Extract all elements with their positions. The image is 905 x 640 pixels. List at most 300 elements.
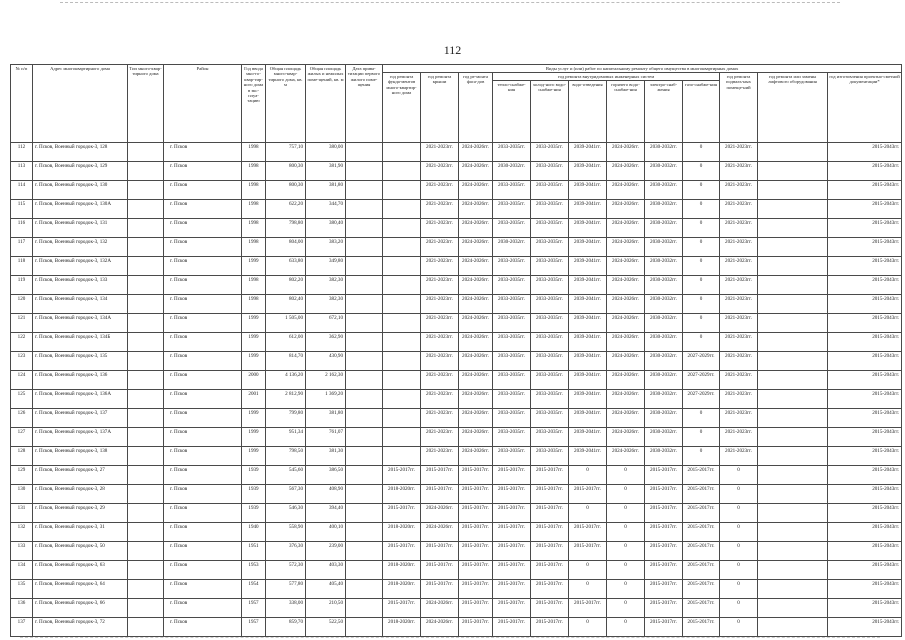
row-gas-year: 0 (683, 314, 720, 333)
row-number: 114 (11, 181, 33, 200)
row-facade-year: 2024-2026гг. (459, 276, 493, 295)
row-priv-date (346, 542, 383, 561)
row-design-year: 2015-2043гг. (828, 485, 902, 504)
row-year: 2001 (242, 390, 266, 409)
row-number: 121 (11, 314, 33, 333)
row-drain-year: 0 (569, 466, 607, 485)
table-row (11, 181, 902, 200)
row-priv-date (346, 580, 383, 599)
row-lift-year (758, 523, 828, 542)
row-elec-year: 2015-2017гг. (645, 599, 683, 618)
row-year: 1998 (242, 200, 266, 219)
row-year: 1998 (242, 276, 266, 295)
row-drain-year: 0 (569, 618, 607, 637)
row-total-area: 859,70 (266, 618, 306, 637)
row-district: г. Псков (164, 466, 242, 485)
row-total-area: 1 505,00 (266, 314, 306, 333)
row-address: г. Псков, Военный городок-3, 136 (33, 371, 128, 390)
row-heat-year: 2033-2035гг. (493, 257, 531, 276)
row-number: 133 (11, 542, 33, 561)
header-address: Адрес многоквартирного дома (33, 65, 128, 143)
row-gas-year: 0 (683, 428, 720, 447)
row-priv-date (346, 561, 383, 580)
row-elec-year: 2015-2017гг. (645, 485, 683, 504)
row-fund-year: 2015-2017гг. (383, 504, 421, 523)
row-district: г. Псков (164, 561, 242, 580)
row-cold-year: 2015-2017гг. (531, 561, 569, 580)
row-roof-year: 2015-2017гг. (421, 485, 459, 504)
row-fund-year: 2018-2020гг. (383, 561, 421, 580)
row-elec-year: 2030-2032гг. (645, 352, 683, 371)
row-district: г. Псков (164, 219, 242, 238)
row-heat-year: 2033-2035гг. (493, 409, 531, 428)
row-drain-year: 2039-2041гг. (569, 238, 607, 257)
row-elec-year: 2030-2032гг. (645, 238, 683, 257)
row-district: г. Псков (164, 428, 242, 447)
row-cold-year: 2015-2017гг. (531, 523, 569, 542)
row-heat-year: 2015-2017гг. (493, 523, 531, 542)
row-cold-year: 2033-2035гг. (531, 276, 569, 295)
row-basement-year: 0 (720, 485, 758, 504)
row-elec-year: 2030-2032гг. (645, 314, 683, 333)
row-fund-year (383, 200, 421, 219)
row-design-year: 2015-2043гг. (828, 276, 902, 295)
row-lift-year (758, 314, 828, 333)
row-total-area: 572,30 (266, 561, 306, 580)
row-elec-year: 2030-2032гг. (645, 200, 683, 219)
header-num: № п/п (11, 65, 33, 143)
row-address: г. Псков, Военный городок-3, 72 (33, 618, 128, 637)
row-priv-date (346, 181, 383, 200)
row-elec-year: 2030-2032гг. (645, 371, 683, 390)
row-gas-year: 0 (683, 200, 720, 219)
row-address: г. Псков, Военный городок-3, 136А (33, 390, 128, 409)
row-address: г. Псков, Военный городок-3, 64 (33, 580, 128, 599)
row-district: г. Псков (164, 200, 242, 219)
row-priv-date (346, 276, 383, 295)
row-type (128, 390, 164, 409)
row-total-area: 546,30 (266, 504, 306, 523)
row-facade-year: 2015-2017гг. (459, 485, 493, 504)
row-gas-year: 0 (683, 333, 720, 352)
row-facade-year: 2024-2026гг. (459, 447, 493, 466)
row-design-year: 2015-2043гг. (828, 580, 902, 599)
row-lift-year (758, 390, 828, 409)
row-drain-year: 0 (569, 504, 607, 523)
row-heat-year: 2015-2017гг. (493, 599, 531, 618)
row-heat-year: 2015-2017гг. (493, 561, 531, 580)
row-roof-year: 2021-2023гг. (421, 257, 459, 276)
row-design-year: 2015-2043гг. (828, 181, 902, 200)
row-fund-year (383, 295, 421, 314)
table-row (11, 523, 902, 542)
row-gas-year: 0 (683, 447, 720, 466)
row-heat-year: 2033-2035гг. (493, 390, 531, 409)
row-living-area: 408,90 (306, 485, 346, 504)
row-heat-year: 2033-2035гг. (493, 447, 531, 466)
row-hot-year: 0 (607, 561, 645, 580)
row-cold-year: 2033-2035гг. (531, 143, 569, 162)
row-design-year: 2015-2043гг. (828, 238, 902, 257)
row-facade-year: 2015-2017гг. (459, 599, 493, 618)
row-basement-year: 0 (720, 523, 758, 542)
row-fund-year (383, 181, 421, 200)
row-fund-year (383, 352, 421, 371)
row-basement-year: 2021-2023гг. (720, 181, 758, 200)
row-address: г. Псков, Военный городок-3, 128 (33, 143, 128, 162)
row-living-area: 403,30 (306, 561, 346, 580)
row-type (128, 295, 164, 314)
row-district: г. Псков (164, 276, 242, 295)
row-living-area: 761,07 (306, 428, 346, 447)
row-address: г. Псков, Военный городок-3, 134А (33, 314, 128, 333)
row-living-area: 2 162,30 (306, 371, 346, 390)
row-heat-year: 2033-2035гг. (493, 333, 531, 352)
row-number: 119 (11, 276, 33, 295)
row-type (128, 466, 164, 485)
row-district: г. Псков (164, 352, 242, 371)
row-lift-year (758, 238, 828, 257)
row-total-area: 814,70 (266, 352, 306, 371)
row-year: 1998 (242, 181, 266, 200)
row-facade-year: 2024-2026гг. (459, 143, 493, 162)
row-address: г. Псков, Военный городок-3, 63 (33, 561, 128, 580)
row-type (128, 219, 164, 238)
row-lift-year (758, 181, 828, 200)
row-basement-year: 2021-2023гг. (720, 428, 758, 447)
row-address: г. Псков, Военный городок-3, 131 (33, 219, 128, 238)
row-roof-year: 2024-2026гг. (421, 618, 459, 637)
row-elec-year: 2030-2032гг. (645, 276, 683, 295)
row-hot-year: 0 (607, 542, 645, 561)
row-fund-year (383, 143, 421, 162)
row-district: г. Псков (164, 333, 242, 352)
row-address: г. Псков, Военный городок-3, 130А (33, 200, 128, 219)
table-row (11, 428, 902, 447)
row-hot-year: 2024-2026гг. (607, 333, 645, 352)
row-living-area: 386,50 (306, 466, 346, 485)
row-fund-year (383, 314, 421, 333)
row-heat-year: 2030-2032гг. (493, 238, 531, 257)
row-roof-year: 2021-2023гг. (421, 352, 459, 371)
row-fund-year (383, 238, 421, 257)
row-number: 134 (11, 561, 33, 580)
row-number: 127 (11, 428, 33, 447)
row-hot-year: 2024-2026гг. (607, 409, 645, 428)
row-cold-year: 2033-2035гг. (531, 352, 569, 371)
row-design-year: 2015-2043гг. (828, 143, 902, 162)
row-total-area: 567,30 (266, 485, 306, 504)
row-basement-year: 2021-2023гг. (720, 219, 758, 238)
row-heat-year: 2033-2035гг. (493, 143, 531, 162)
row-cold-year: 2015-2017гг. (531, 485, 569, 504)
row-facade-year: 2024-2026гг. (459, 200, 493, 219)
row-priv-date (346, 504, 383, 523)
row-total-area: 2 812,90 (266, 390, 306, 409)
row-cold-year: 2033-2035гг. (531, 409, 569, 428)
row-elec-year: 2030-2032гг. (645, 295, 683, 314)
row-total-area: 4 136,20 (266, 371, 306, 390)
row-total-area: 800,30 (266, 181, 306, 200)
table-row (11, 200, 902, 219)
row-basement-year: 0 (720, 599, 758, 618)
row-heat-year: 2033-2035гг. (493, 219, 531, 238)
row-priv-date (346, 447, 383, 466)
row-type (128, 523, 164, 542)
row-design-year: 2015-2043гг. (828, 523, 902, 542)
row-year: 1998 (242, 219, 266, 238)
row-fund-year (383, 219, 421, 238)
row-district: г. Псков (164, 314, 242, 333)
row-fund-year: 2018-2020гг. (383, 523, 421, 542)
row-fund-year (383, 447, 421, 466)
row-cold-year: 2033-2035гг. (531, 162, 569, 181)
header-design: год изготовления проектно-сметной документации* (828, 73, 902, 143)
row-elec-year: 2030-2032гг. (645, 219, 683, 238)
row-priv-date (346, 295, 383, 314)
row-fund-year: 2018-2020гг. (383, 485, 421, 504)
row-design-year: 2015-2043гг. (828, 466, 902, 485)
row-drain-year: 2039-2041гг. (569, 200, 607, 219)
row-priv-date (346, 409, 383, 428)
row-drain-year: 2039-2041гг. (569, 333, 607, 352)
row-elec-year: 2030-2032гг. (645, 257, 683, 276)
row-number: 124 (11, 371, 33, 390)
row-drain-year: 2039-2041гг. (569, 371, 607, 390)
row-total-area: 376,30 (266, 542, 306, 561)
row-total-area: 577,80 (266, 580, 306, 599)
row-fund-year (383, 371, 421, 390)
row-drain-year: 2039-2041гг. (569, 409, 607, 428)
row-number: 120 (11, 295, 33, 314)
row-roof-year: 2015-2017гг. (421, 466, 459, 485)
row-heat-year: 2033-2035гг. (493, 352, 531, 371)
row-fund-year (383, 409, 421, 428)
row-hot-year: 2024-2026гг. (607, 390, 645, 409)
row-cold-year: 2033-2035гг. (531, 200, 569, 219)
row-living-area: 383,20 (306, 238, 346, 257)
row-design-year: 2015-2043гг. (828, 447, 902, 466)
row-number: 128 (11, 447, 33, 466)
row-gas-year: 2027-2029гг. (683, 390, 720, 409)
row-fund-year: 2015-2017гг. (383, 599, 421, 618)
row-design-year: 2015-2043гг. (828, 409, 902, 428)
row-basement-year: 2021-2023гг. (720, 390, 758, 409)
row-district: г. Псков (164, 485, 242, 504)
row-district: г. Псков (164, 238, 242, 257)
row-lift-year (758, 447, 828, 466)
row-lift-year (758, 200, 828, 219)
row-year: 1999 (242, 257, 266, 276)
row-elec-year: 2015-2017гг. (645, 561, 683, 580)
row-facade-year: 2015-2017гг. (459, 561, 493, 580)
row-roof-year: 2021-2023гг. (421, 276, 459, 295)
row-roof-year: 2021-2023гг. (421, 238, 459, 257)
row-address: г. Псков, Военный городок-3, 134Б (33, 333, 128, 352)
row-number: 131 (11, 504, 33, 523)
row-facade-year: 2015-2017гг. (459, 580, 493, 599)
row-design-year: 2015-2043гг. (828, 200, 902, 219)
row-total-area: 800,30 (266, 162, 306, 181)
row-year: 1939 (242, 485, 266, 504)
row-gas-year: 0 (683, 162, 720, 181)
row-priv-date (346, 162, 383, 181)
row-living-area: 239,00 (306, 542, 346, 561)
row-roof-year: 2024-2026гг. (421, 523, 459, 542)
row-basement-year: 0 (720, 466, 758, 485)
row-number: 122 (11, 333, 33, 352)
row-lift-year (758, 333, 828, 352)
row-elec-year: 2015-2017гг. (645, 466, 683, 485)
table-row (11, 295, 902, 314)
row-year: 1999 (242, 447, 266, 466)
row-year: 1957 (242, 618, 266, 637)
row-lift-year (758, 542, 828, 561)
row-lift-year (758, 504, 828, 523)
row-number: 116 (11, 219, 33, 238)
row-roof-year: 2021-2023гг. (421, 181, 459, 200)
row-number: 123 (11, 352, 33, 371)
row-living-area: 382,30 (306, 276, 346, 295)
row-gas-year: 0 (683, 238, 720, 257)
row-year: 1999 (242, 352, 266, 371)
row-type (128, 314, 164, 333)
row-roof-year: 2015-2017гг. (421, 561, 459, 580)
row-type (128, 599, 164, 618)
row-type (128, 428, 164, 447)
row-cold-year: 2015-2017гг. (531, 580, 569, 599)
row-cold-year: 2033-2035гг. (531, 295, 569, 314)
row-fund-year (383, 428, 421, 447)
row-district: г. Псков (164, 447, 242, 466)
table-row (11, 542, 902, 561)
row-living-area: 381,80 (306, 409, 346, 428)
row-facade-year: 2024-2026гг. (459, 181, 493, 200)
header-district: Район (164, 65, 242, 143)
row-fund-year: 2015-2017гг. (383, 466, 421, 485)
row-cold-year: 2033-2035гг. (531, 390, 569, 409)
row-basement-year: 2021-2023гг. (720, 371, 758, 390)
row-address: г. Псков, Военный городок-3, 132 (33, 238, 128, 257)
table-row (11, 390, 902, 409)
row-district: г. Псков (164, 580, 242, 599)
row-year: 1999 (242, 333, 266, 352)
row-year: 1999 (242, 409, 266, 428)
row-gas-year: 2015-2017гг. (683, 618, 720, 637)
row-type (128, 618, 164, 637)
row-gas-year: 2015-2017гг. (683, 580, 720, 599)
row-elec-year: 2030-2032гг. (645, 181, 683, 200)
row-heat-year: 2033-2035гг. (493, 428, 531, 447)
row-drain-year: 2039-2041гг. (569, 314, 607, 333)
table-row (11, 447, 902, 466)
row-number: 126 (11, 409, 33, 428)
row-address: г. Псков, Военный городок-3, 29 (33, 504, 128, 523)
row-facade-year: 2024-2026гг. (459, 162, 493, 181)
row-number: 129 (11, 466, 33, 485)
row-gas-year: 0 (683, 276, 720, 295)
row-gas-year: 0 (683, 181, 720, 200)
row-number: 130 (11, 485, 33, 504)
table-row (11, 618, 902, 637)
row-heat-year: 2030-2032гг. (493, 162, 531, 181)
row-living-area: 381,80 (306, 181, 346, 200)
row-number: 135 (11, 580, 33, 599)
row-priv-date (346, 523, 383, 542)
header-works-group: Виды услуг и (или) работ по капитальному ремонту общего имущества в многоквартирных домах (383, 65, 902, 73)
row-year: 1998 (242, 143, 266, 162)
row-hot-year: 2024-2026гг. (607, 257, 645, 276)
row-year: 1999 (242, 314, 266, 333)
row-basement-year: 0 (720, 504, 758, 523)
header-living-area: Общая площадь жилых и нежилых поме-щений, кв. м (306, 65, 346, 143)
table-row (11, 257, 902, 276)
row-priv-date (346, 352, 383, 371)
row-basement-year: 2021-2023гг. (720, 447, 758, 466)
row-design-year: 2015-2043гг. (828, 390, 902, 409)
row-fund-year: 2015-2017гг. (383, 542, 421, 561)
row-basement-year: 2021-2023гг. (720, 352, 758, 371)
row-lift-year (758, 352, 828, 371)
row-hot-year: 0 (607, 618, 645, 637)
row-facade-year: 2024-2026гг. (459, 295, 493, 314)
row-hot-year: 0 (607, 504, 645, 523)
row-heat-year: 2015-2017гг. (493, 504, 531, 523)
row-hot-year: 0 (607, 580, 645, 599)
row-facade-year: 2024-2026гг. (459, 238, 493, 257)
row-gas-year: 0 (683, 143, 720, 162)
row-priv-date (346, 333, 383, 352)
row-number: 136 (11, 599, 33, 618)
row-roof-year: 2021-2023гг. (421, 143, 459, 162)
row-address: г. Псков, Военный городок-3, 134 (33, 295, 128, 314)
row-year: 1953 (242, 561, 266, 580)
row-lift-year (758, 466, 828, 485)
row-living-area: 394,40 (306, 504, 346, 523)
row-living-area: 1 369,20 (306, 390, 346, 409)
row-design-year: 2015-2043гг. (828, 504, 902, 523)
row-basement-year: 0 (720, 542, 758, 561)
row-cold-year: 2033-2035гг. (531, 333, 569, 352)
row-year: 2000 (242, 371, 266, 390)
row-number: 117 (11, 238, 33, 257)
row-district: г. Псков (164, 504, 242, 523)
row-design-year: 2015-2043гг. (828, 428, 902, 447)
row-roof-year: 2021-2023гг. (421, 219, 459, 238)
table-row (11, 276, 902, 295)
row-type (128, 352, 164, 371)
row-roof-year: 2021-2023гг. (421, 162, 459, 181)
row-roof-year: 2021-2023гг. (421, 409, 459, 428)
row-hot-year: 2024-2026гг. (607, 238, 645, 257)
row-basement-year: 2021-2023гг. (720, 295, 758, 314)
row-type (128, 333, 164, 352)
row-gas-year: 2015-2017гг. (683, 485, 720, 504)
row-living-area: 405,40 (306, 580, 346, 599)
row-total-area: 802,20 (266, 276, 306, 295)
row-priv-date (346, 238, 383, 257)
row-priv-date (346, 390, 383, 409)
row-fund-year (383, 162, 421, 181)
row-year: 1939 (242, 504, 266, 523)
row-year: 1999 (242, 428, 266, 447)
row-basement-year: 2021-2023гг. (720, 314, 758, 333)
row-cold-year: 2033-2035гг. (531, 219, 569, 238)
row-priv-date (346, 618, 383, 637)
header-roof: год ремонта крыши (421, 73, 459, 143)
row-drain-year: 2015-2017гг. (569, 542, 607, 561)
row-total-area: 545,60 (266, 466, 306, 485)
